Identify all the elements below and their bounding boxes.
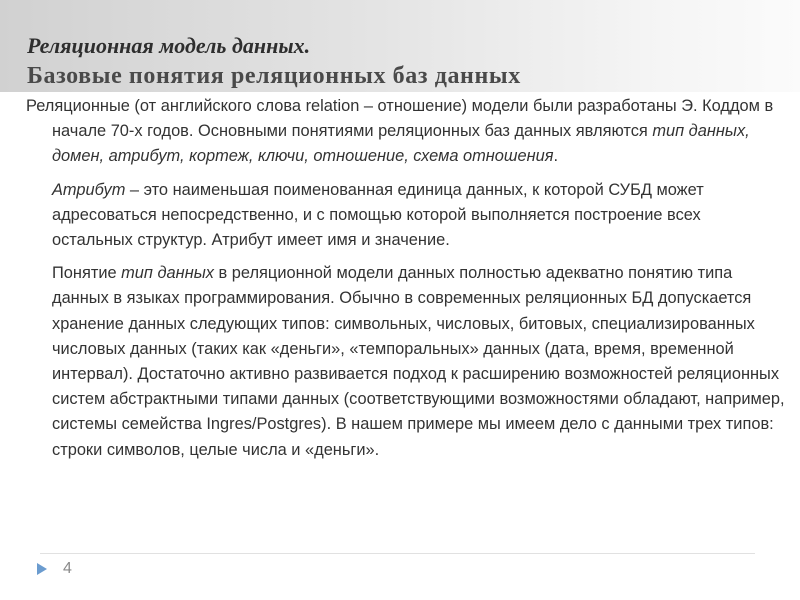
bullet-text: в реляционной модели данных полностью адекватно понятию типа данных в языках программирования. Обычно в современных реляционных БД допускается хранение данных следующих типов: символьных, числовых, битовых, специализированных числовых данных (таких как «деньги», «темпоральных» данных (дата, время, временной интервал). Достаточно активно развивается подход к расширению возможностей реляционных систем абстрактными типами данных (соответствующими возможностями обладают, например, системы семейства Ingres/Postgres). В нашем примере мы имеем дело с данными трех типов: строки символов, целые числа и «деньги». xyxy=(52,264,785,459)
intro-segment-italic: тип данных, домен, атрибут, кортеж, ключи, отношение, схема отношения xyxy=(52,122,750,166)
bullet-term: тип данных xyxy=(121,264,214,283)
bullet-term: Атрибут xyxy=(52,180,126,199)
slide-subtitle: Базовые понятия реляционных баз данных xyxy=(27,63,521,89)
intro-segment: Реляционные (от английского слова relation – отношение) модели были разработаны Э. Коддом в начале 70-х годов. Основными понятиями реляционных баз данных являются xyxy=(26,97,774,141)
footer-divider xyxy=(40,553,755,554)
bullet-text: Понятие xyxy=(52,264,122,283)
bullet-item-data-type xyxy=(26,261,786,463)
intro-segment: . xyxy=(553,147,559,166)
slide-body xyxy=(26,94,786,463)
bullet-item-attribute xyxy=(26,178,786,254)
slide-title: Реляционная модель данных. xyxy=(27,33,311,58)
triangle-arrow-icon xyxy=(37,563,47,575)
intro-paragraph xyxy=(26,94,786,170)
page-number: 4 xyxy=(63,560,72,577)
bullet-text: – это наименьшая поименованная единица данных, к которой СУБД может адресоваться непосредственно, и с помощью которой выполняется построение всех остальных структур. Атрибут имеет имя и значение. xyxy=(52,180,704,250)
